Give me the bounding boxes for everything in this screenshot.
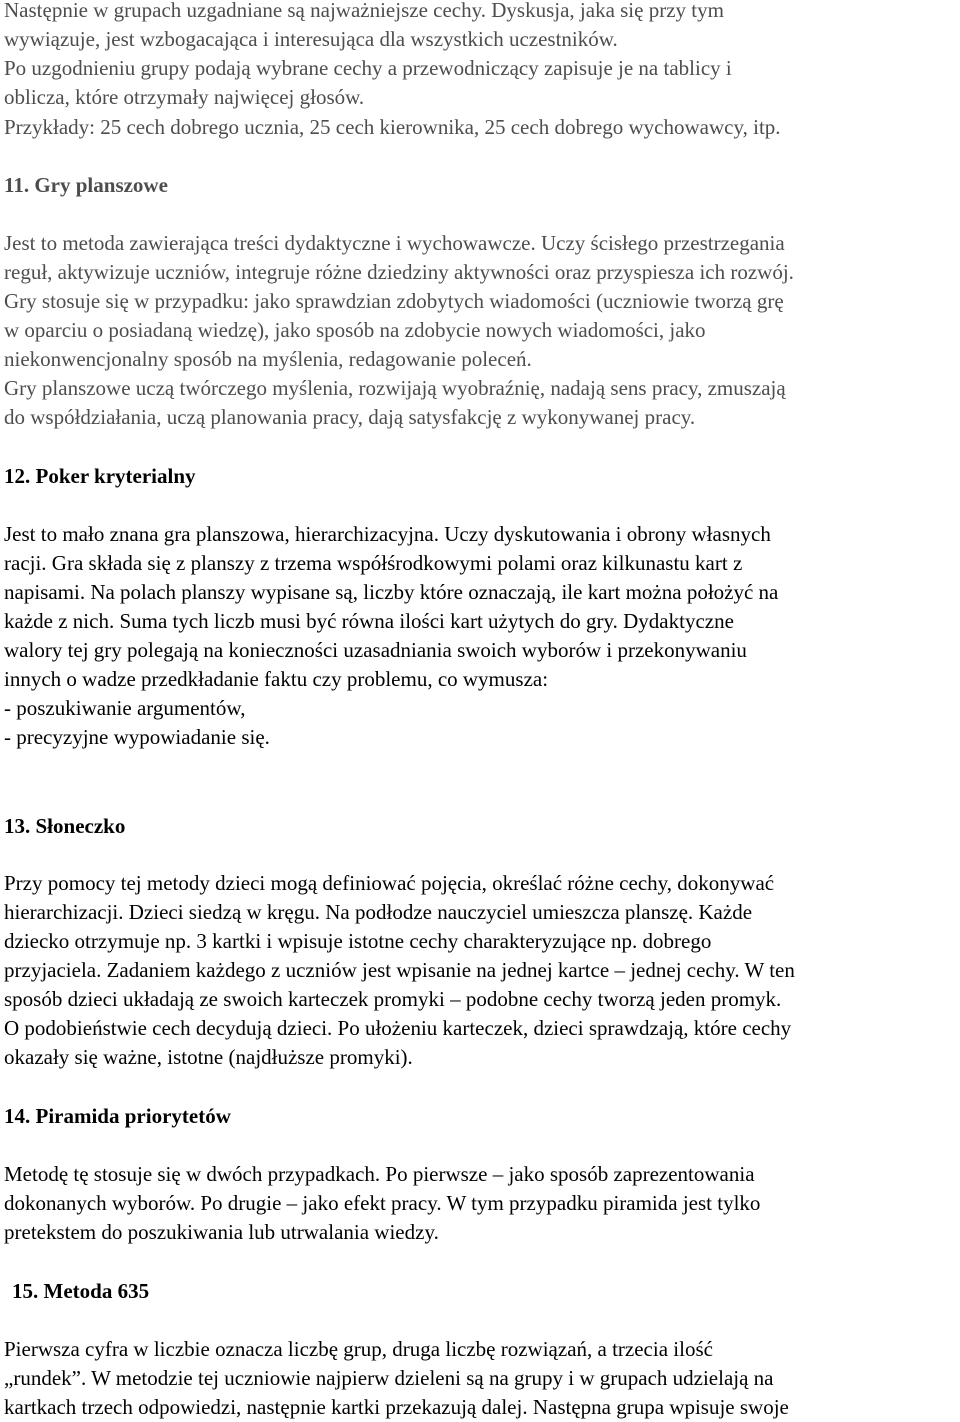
paragraph-line: każde z nich. Suma tych liczb musi być równa ilości kart użytych do gry. Dydaktyczne — [4, 609, 734, 633]
section-heading: 13. Słoneczko — [4, 814, 126, 838]
paragraph-line: okazały się ważne, istotne (najdłuższe promyki). — [4, 1045, 413, 1069]
paragraph-line: reguł, aktywizuje uczniów, integruje różne dziedziny aktywności oraz przyspiesza ich rozwój. — [4, 260, 794, 284]
paragraph-line: napisami. Na polach planszy wypisane są, liczby które oznaczają, ile kart można położyć na — [4, 580, 779, 604]
paragraph-line: sposób dzieci układają ze swoich karteczek promyki – podobne cechy tworzą jeden promyk. — [4, 987, 782, 1011]
list-item: - precyzyjne wypowiadanie się. — [4, 725, 270, 749]
paragraph-line: innych o wadze przedkładanie faktu czy problemu, co wymusza: — [4, 667, 549, 691]
list-item: - poszukiwanie argumentów, — [4, 696, 246, 720]
paragraph-line: dziecko otrzymuje np. 3 kartki i wpisuje istotne cechy charakteryzujące np. dobrego — [4, 929, 712, 953]
paragraph-line: racji. Gra składa się z planszy z trzema współśrodkowymi polami oraz kilkunastu kart z — [4, 551, 743, 575]
paragraph-line: kartkach trzech odpowiedzi, następnie kartki przekazują dalej. Następna grupa wpisuje swoje — [4, 1395, 789, 1419]
intro-line: Przykłady: 25 cech dobrego ucznia, 25 cech kierownika, 25 cech dobrego wychowawcy, itp. — [4, 115, 781, 139]
paragraph-line: walory tej gry polegają na konieczności uzasadniania swoich wyborów i przekonywaniu — [4, 638, 747, 662]
paragraph-line: O podobieństwie cech decydują dzieci. Po ułożeniu karteczek, dzieci sprawdzają, które cechy — [4, 1016, 792, 1040]
paragraph-line: Jest to mało znana gra planszowa, hierarchizacyjna. Uczy dyskutowania i obrony własnych — [4, 522, 771, 546]
paragraph-line: Gry stosuje się w przypadku: jako sprawdzian zdobytych wiadomości (uczniowie tworzą grę — [4, 289, 784, 313]
paragraph-line: hierarchizacji. Dzieci siedzą w kręgu. Na podłodze nauczyciel umieszcza planszę. Każde — [4, 900, 753, 924]
paragraph-line: Pierwsza cyfra w liczbie oznacza liczbę grup, druga liczbę rozwiązań, a trzecia ilość — [4, 1337, 713, 1361]
intro-line: Następnie w grupach uzgadniane są najważniejsze cechy. Dyskusja, jaka się przy tym — [4, 0, 724, 22]
paragraph-line: do współdziałania, uczą planowania pracy, dają satysfakcję z wykonywanej pracy. — [4, 405, 696, 429]
paragraph-line: przyjaciela. Zadaniem każdego z uczniów jest wpisanie na jednej kartce – jednej cechy. W ten — [4, 958, 795, 982]
paragraph-line: w oparciu o posiadaną wiedzę), jako sposób na zdobycie nowych wiadomości, jako — [4, 318, 706, 342]
paragraph-line: pretekstem do poszukiwania lub utrwalania wiedzy. — [4, 1220, 439, 1244]
paragraph-line: dokonanych wyborów. Po drugie – jako efekt pracy. W tym przypadku piramida jest tylko — [4, 1191, 761, 1215]
paragraph-line: Metodę tę stosuje się w dwóch przypadkach. Po pierwsze – jako sposób zaprezentowania — [4, 1162, 755, 1186]
section-heading: 11. Gry planszowe — [4, 173, 168, 197]
intro-line: oblicza, które otrzymały najwięcej głosów. — [4, 85, 365, 109]
intro-line: Po uzgodnieniu grupy podają wybrane cechy a przewodniczący zapisuje je na tablicy i — [4, 56, 732, 80]
paragraph-line: niekonwencjonalny sposób na myślenia, redagowanie poleceń. — [4, 347, 532, 371]
paragraph-line: Gry planszowe uczą twórczego myślenia, rozwijają wyobraźnię, nadają sens pracy, zmuszają — [4, 376, 786, 400]
paragraph-line: Jest to metoda zawierająca treści dydaktyczne i wychowawcze. Uczy ścisłego przestrzegania — [4, 231, 785, 255]
paragraph-line: Przy pomocy tej metody dzieci mogą definiować pojęcia, określać różne cechy, dokonywać — [4, 871, 775, 895]
section-heading: 15. Metoda 635 — [12, 1279, 150, 1303]
intro-line: wywiązuje, jest wzbogacająca i interesująca dla wszystkich uczestników. — [4, 27, 618, 51]
section-heading: 14. Piramida priorytetów — [4, 1104, 231, 1128]
paragraph-line: „rundek”. W metodzie tej uczniowie najpierw dzieleni są na grupy i w grupach udzielają na — [4, 1366, 774, 1390]
section-heading: 12. Poker kryterialny — [4, 464, 196, 488]
